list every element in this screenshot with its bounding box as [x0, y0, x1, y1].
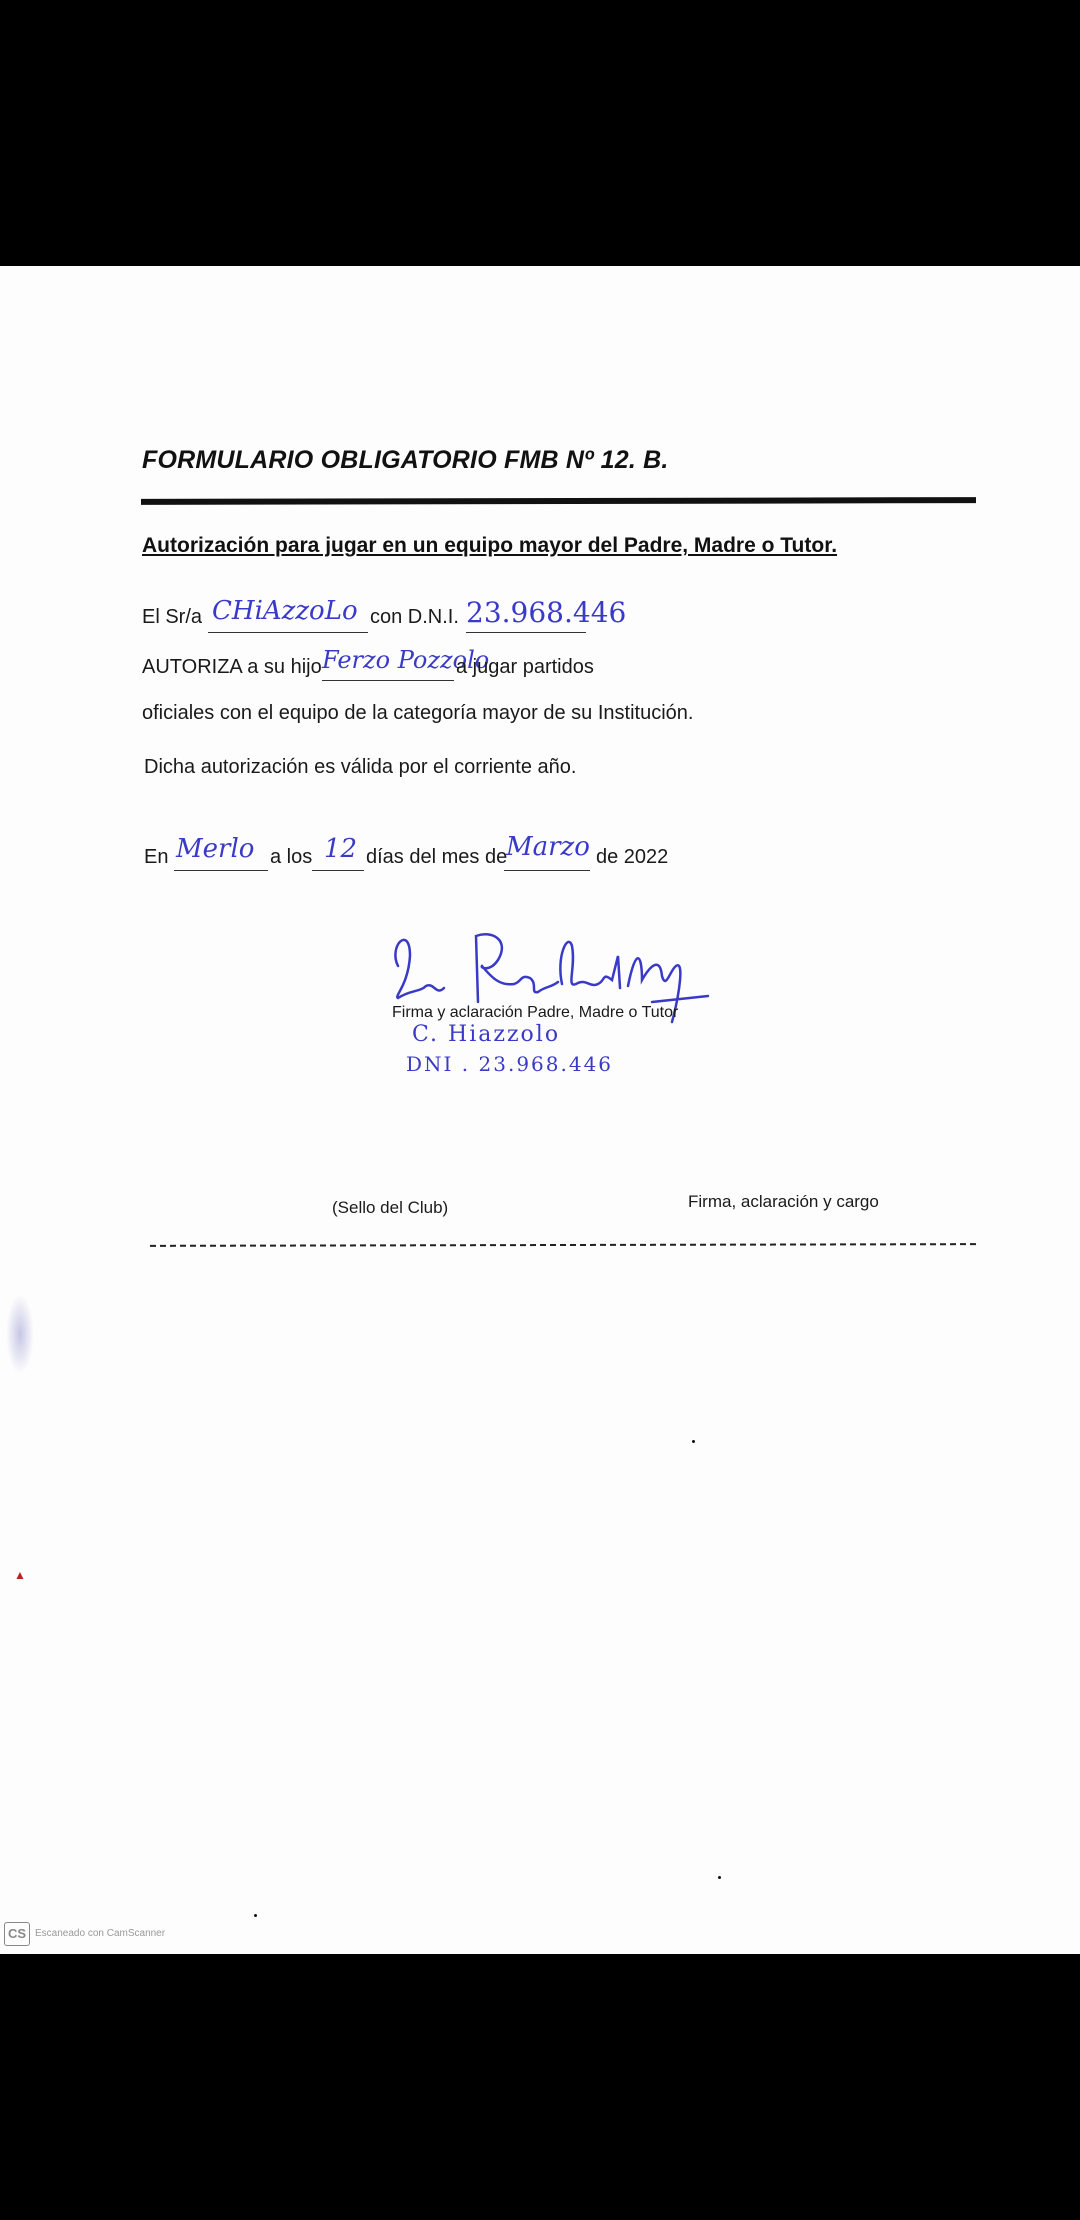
label-anio: de 2022 — [596, 846, 669, 868]
form-title: FORMULARIO OBLIGATORIO FMB Nº 12. B. — [142, 446, 669, 474]
label-jugar: a jugar partidos — [456, 656, 594, 678]
title-rule — [141, 497, 976, 505]
handwritten-clarification-dni: DNI . 23.968.446 — [406, 1052, 614, 1076]
label-dni: con D.N.I. — [370, 606, 459, 628]
label-sr: El Sr/a — [142, 606, 203, 628]
label-en: En — [144, 846, 169, 868]
stamp-label: (Sello del Club) — [332, 1198, 449, 1217]
label-oficiales: oficiales con el equipo de la categoría mayor de su Institución. — [142, 702, 694, 724]
document-page — [0, 266, 1080, 1954]
scan-dot — [692, 1440, 695, 1443]
scan-smudge — [6, 1294, 34, 1374]
handwritten-clarification-name: C. Hiazzolo — [412, 1022, 561, 1047]
month-underline — [504, 870, 590, 871]
day-underline — [312, 870, 364, 871]
label-autoriza: AUTORIZA a su hijo — [142, 656, 322, 678]
signature-caption: Firma y aclaración Padre, Madre o Tutor — [392, 1004, 679, 1021]
red-mark-icon: ▲ — [14, 1568, 26, 1582]
club-signature-label: Firma, aclaración y cargo — [688, 1192, 879, 1211]
camscanner-logo-icon: CS — [4, 1922, 30, 1946]
dni-underline — [466, 632, 586, 633]
label-validez: Dicha autorización es válida por el corriente año. — [144, 756, 577, 778]
camscanner-watermark: Escaneado con CamScanner — [35, 1928, 166, 1939]
handwritten-day: 12 — [324, 834, 358, 864]
form-subtitle: Autorización para jugar en un equipo mayor del Padre, Madre o Tutor. — [142, 534, 838, 557]
handwritten-dni: 23.968.446 — [466, 596, 627, 629]
scan-dot — [718, 1876, 721, 1879]
label-dias: días del mes de — [366, 846, 508, 868]
city-underline — [174, 870, 268, 871]
handwritten-month: Marzo — [506, 832, 590, 862]
scan-dot — [254, 1914, 257, 1917]
handwritten-city: Merlo — [176, 834, 255, 864]
child-underline — [322, 680, 454, 681]
handwritten-name: CHiAzzoLo — [212, 596, 358, 626]
label-los: a los — [270, 846, 313, 868]
club-signature-line — [150, 1243, 976, 1247]
name-underline — [208, 632, 368, 633]
handwritten-child: Ferzo Pozzolo — [322, 646, 490, 674]
